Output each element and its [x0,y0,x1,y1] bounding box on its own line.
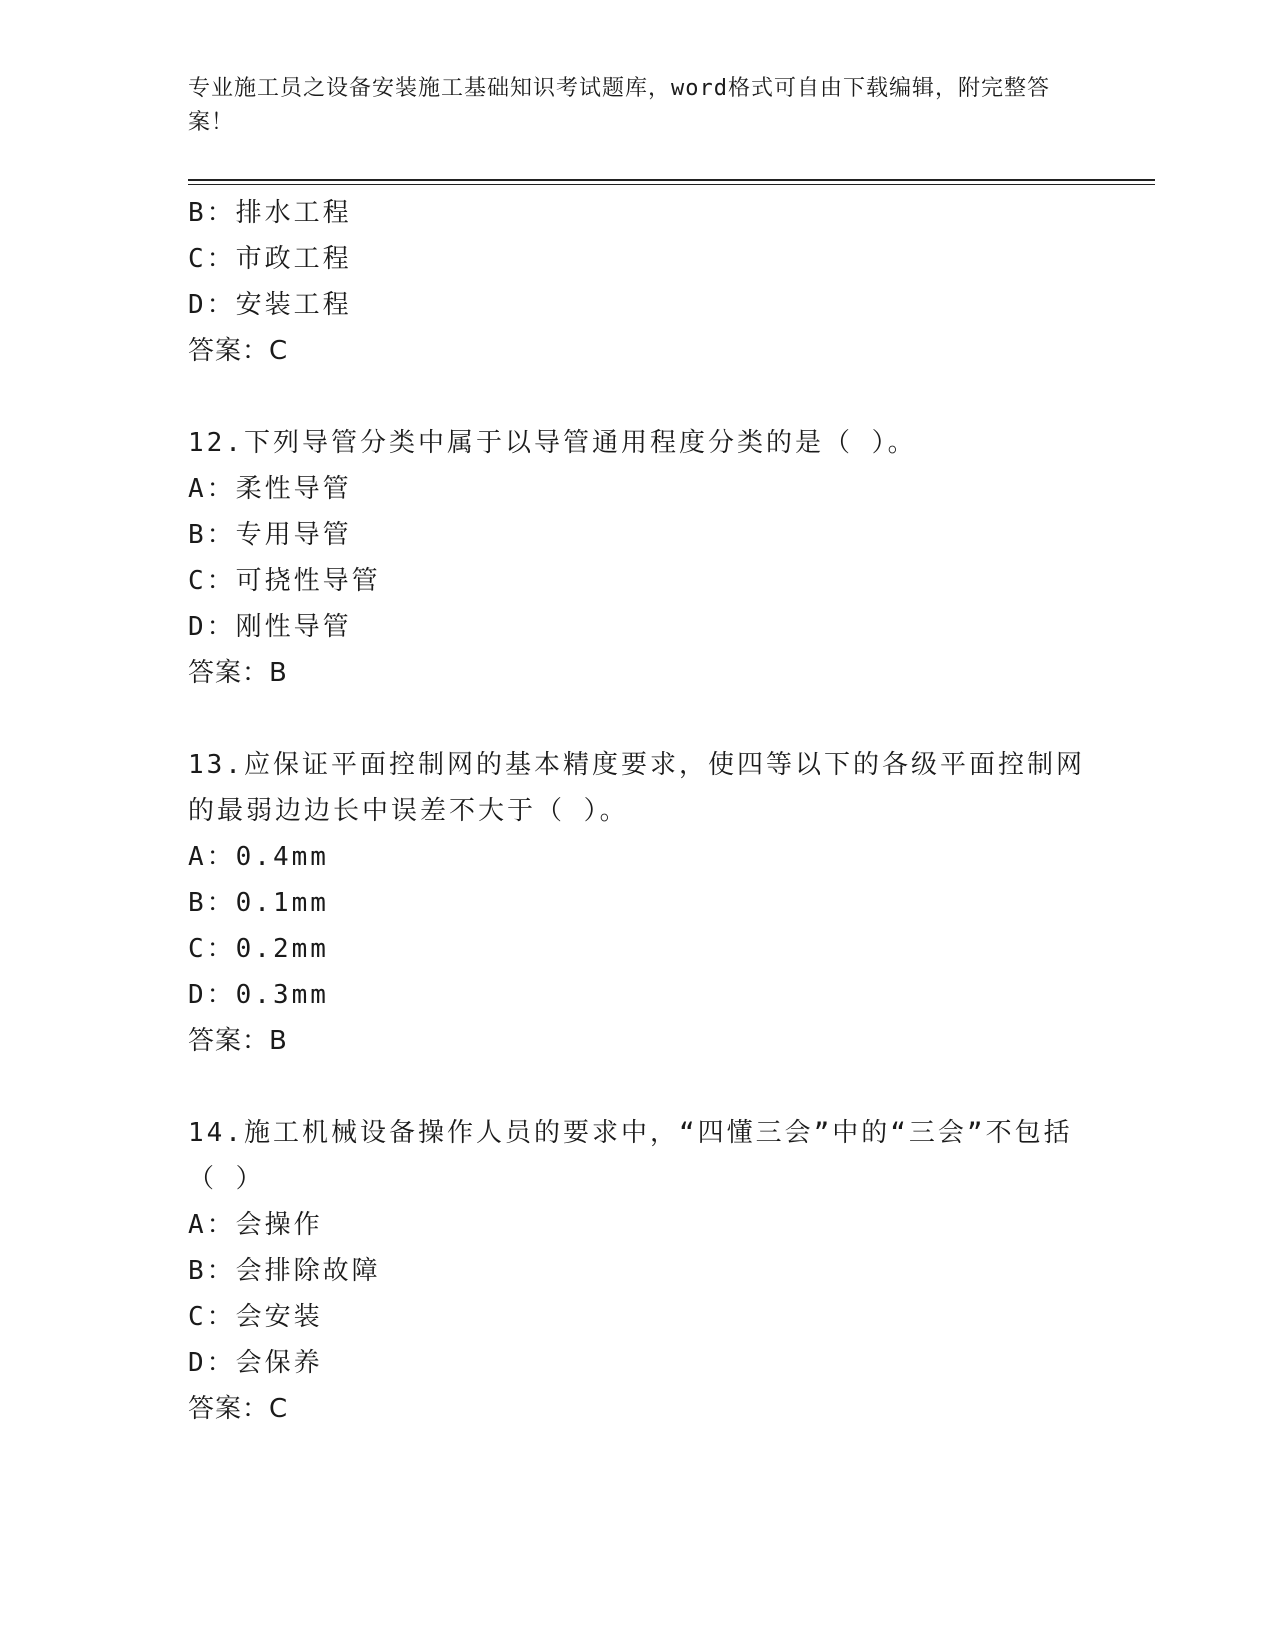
option-b: B：排水工程 [188,198,352,228]
question-14 [188,1110,1088,1432]
question-stem: 12.下列导管分类中属于以导管通用程度分类的是（ ）。 [188,428,917,458]
option-b: B：专用导管 [188,520,352,550]
question-13 [188,742,1088,1064]
answer-line: 答案：B [188,658,288,688]
option-a: A：0.4mm [188,842,329,872]
option-c: C：0.2mm [188,934,329,964]
spacer [188,1064,1088,1110]
option-b: B：会排除故障 [188,1256,381,1286]
question-11-tail [188,190,1088,374]
option-d: D：安装工程 [188,290,352,320]
spacer [188,374,1088,420]
option-b: B：0.1mm [188,888,329,918]
option-d: D：刚性导管 [188,612,352,642]
question-12 [188,420,1088,696]
option-c: C：可挠性导管 [188,566,381,596]
document-header: 专业施工员之设备安装施工基础知识考试题库，word格式可自由下载编辑，附完整答案！ [188,76,1050,135]
option-d: D：会保养 [188,1348,323,1378]
spacer [188,696,1088,742]
answer-line: 答案：B [188,1026,288,1056]
question-stem: 14.施工机械设备操作人员的要求中，“四懂三会”中的“三会”不包括（ ） [188,1118,1073,1194]
question-list [188,190,1088,1432]
option-d: D：0.3mm [188,980,329,1010]
answer-line: 答案：C [188,336,289,366]
answer-line: 答案：C [188,1394,289,1424]
option-a: A：柔性导管 [188,474,352,504]
header-rule-thick [188,179,1155,181]
option-a: A：会操作 [188,1210,323,1240]
header-rule-thin [188,184,1155,185]
question-stem: 13.应保证平面控制网的基本精度要求，使四等以下的各级平面控制网的最弱边边长中误差不大于（ ）。 [188,750,1085,826]
option-c: C：会安装 [188,1302,323,1332]
option-c: C：市政工程 [188,244,352,274]
